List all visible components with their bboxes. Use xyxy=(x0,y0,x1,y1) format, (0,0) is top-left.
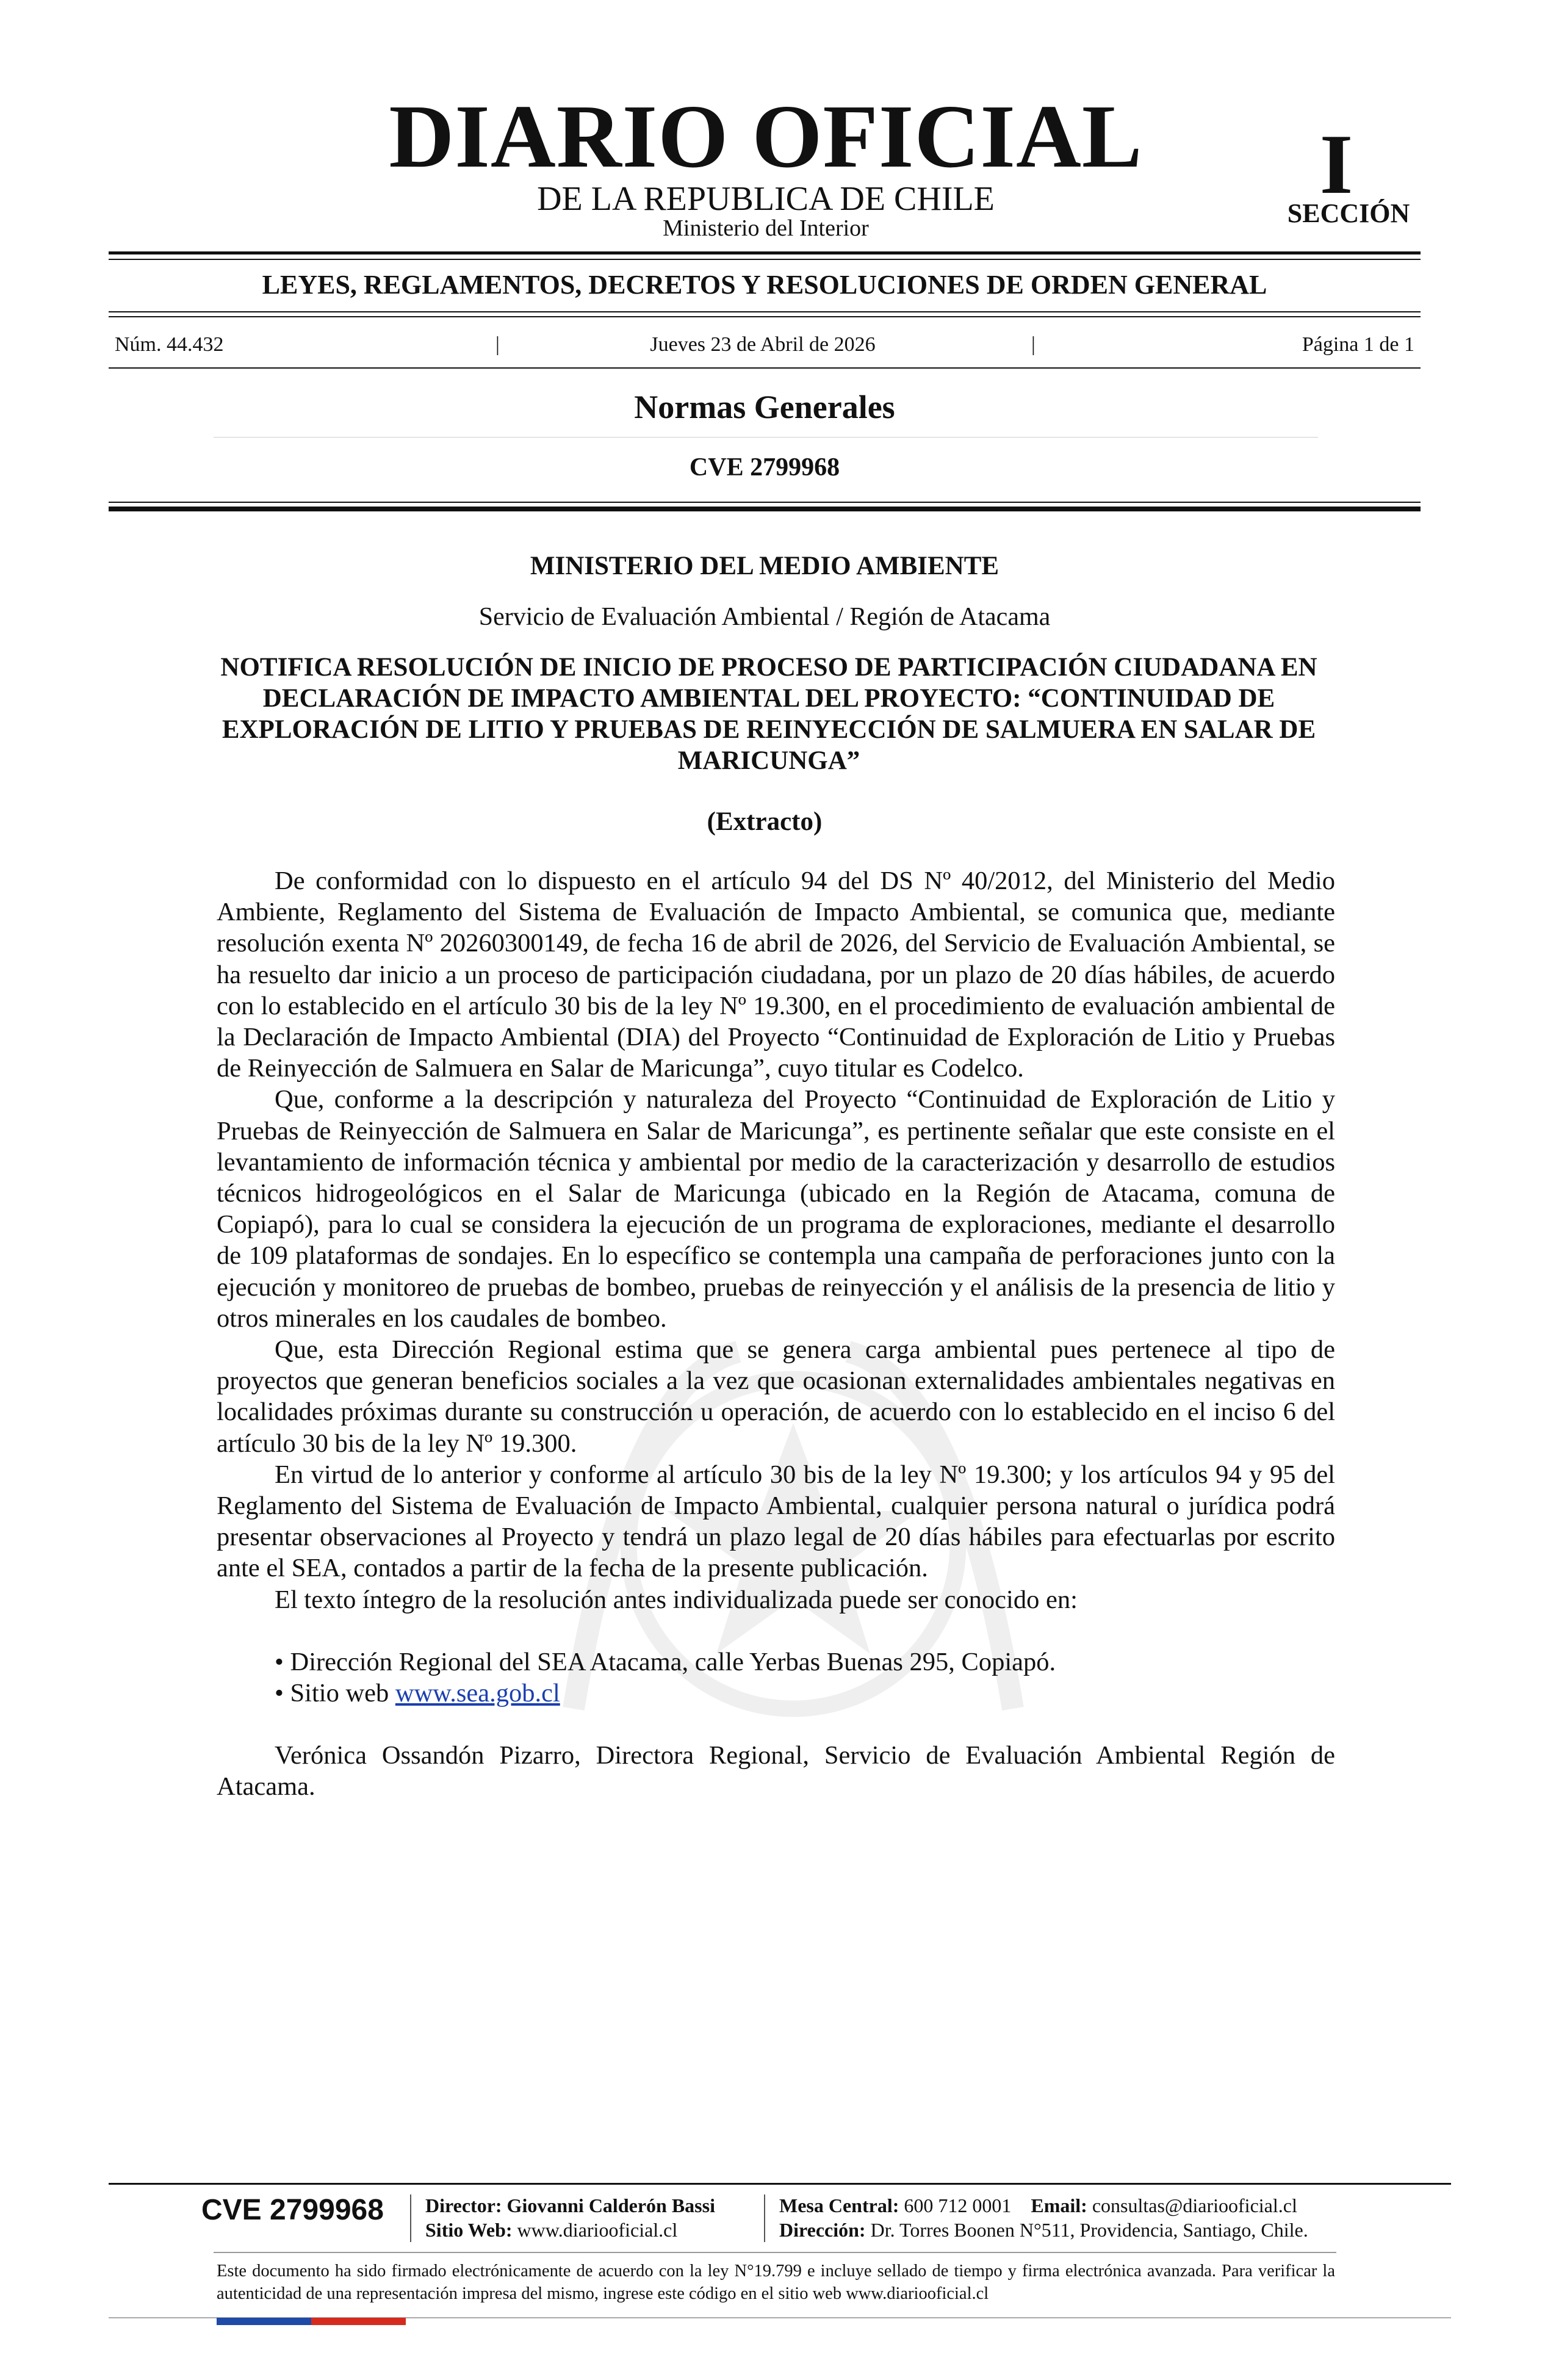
issue-date: Jueves 23 de Abril de 2026 xyxy=(650,333,876,356)
bullet-website xyxy=(217,1678,1335,1709)
signature: Verónica Ossandón Pizarro, Directora Regional, Servicio de Evaluación Ambiental Región de Atacama. xyxy=(217,1741,1335,1801)
address-label: Dirección: xyxy=(779,2219,866,2241)
issue-separator-2: | xyxy=(1031,333,1036,356)
issue-page: Página 1 de 1 xyxy=(1302,333,1414,356)
article-headline: NOTIFICA RESOLUCIÓN DE INICIO DE PROCESO DE PARTICIPACIÓN CIUDADANA EN DECLARACIÓN DE IMPACTO AMBIENTAL DEL PROYECTO: “CONTINUIDAD DE EXPLORACIÓN DE LITIO Y PRUEBAS DE REINYECCIÓN DE SALMUERA EN SALAR DE MARICUNGA” xyxy=(220,653,1317,775)
mesa-value: 600 712 0001 xyxy=(904,2194,1012,2216)
flag-stripe-red xyxy=(311,2318,406,2325)
laws-rule-top xyxy=(109,311,1421,312)
spacer xyxy=(217,1615,1335,1646)
laws-rule-bottom xyxy=(109,316,1421,317)
footer-rule-top xyxy=(109,2183,1451,2185)
spacer xyxy=(217,1709,1335,1740)
mesa-label: Mesa Central: xyxy=(779,2194,899,2216)
paragraph: Que, esta Dirección Regional estima que se genera carga ambiental pues pertenece al tipo de proyectos que generan beneficios sociales a la vez que ocasionan externalidades ambientales negativas en localidades próximas durante su construcción u operación, de acuerdo con lo establecido en el inciso 6 del artículo 30 bis de la ley Nº 19.300. xyxy=(217,1335,1335,1458)
newspaper-title: DIARIO OFICIAL xyxy=(389,87,1143,187)
extract-label: (Extracto) xyxy=(707,807,823,836)
paragraph: El texto íntegro de la resolución antes individualizada puede ser conocido en: xyxy=(275,1585,1078,1614)
masthead-rule-thick xyxy=(109,251,1421,254)
service-subheading: Servicio de Evaluación Ambiental / Región de Atacama xyxy=(478,603,1051,631)
email-value: consultas@diariooficial.cl xyxy=(1092,2194,1297,2216)
footer-cve-code: CVE 2799968 xyxy=(201,2194,384,2226)
paragraph: En virtud de lo anterior y conforme al artículo 30 bis de la ley Nº 19.300; y los artículos 94 y 95 del Reglamento del Sistema de Evaluación de Impacto Ambiental, cualquier persona natural o jurídica podrá presentar observaciones al Proyecto y tendrá un plazo legal de 20 días hábiles para efectuarlas por escrito ante el SEA, contados a partir de la fecha de la presente publicación. xyxy=(217,1460,1335,1583)
header-rule-thick xyxy=(109,507,1421,511)
article-body xyxy=(217,865,1335,1803)
bullet-office: • Dirección Regional del SEA Atacama, calle Yerbas Buenas 295, Copiapó. xyxy=(275,1647,1056,1676)
header-rule-thin xyxy=(109,502,1421,503)
section-label: SECCIÓN xyxy=(1287,198,1410,228)
footer-divider xyxy=(214,2252,1336,2253)
flag-stripe-blue xyxy=(217,2318,311,2325)
director-label: Director: xyxy=(425,2194,502,2216)
issue-number: Núm. 44.432 xyxy=(115,333,224,356)
paragraph: De conformidad con lo dispuesto en el artículo 94 del DS Nº 40/2012, del Ministerio del Medio Ambiente, Reglamento del Sistema de Evaluación de Impacto Ambiental, se comunica que, mediante resolución exenta Nº 20260300149, de fecha 16 de abril de 2026, del Servicio de Evaluación Ambiental, se ha resuelto dar inicio a un proceso de participación ciudadana, por un plazo de 20 días hábiles, de acuerdo con lo establecido en el artículo 30 bis de la ley Nº 19.300, en el procedimiento de evaluación ambiental de la Declaración de Impacto Ambiental (DIA) del Proyecto “Continuidad de Exploración de Litio y Pruebas de Reinyección de Salmuera en Salar de Maricunga”, cuyo titular es Codelco. xyxy=(217,867,1335,1083)
site-label: Sitio Web: xyxy=(425,2219,513,2241)
cve-code: CVE 2799968 xyxy=(689,453,840,481)
footer-separator xyxy=(764,2194,765,2242)
footer-director xyxy=(425,2193,715,2242)
address-value: Dr. Torres Boonen N°511, Providencia, Santiago, Chile. xyxy=(870,2219,1308,2241)
issue-separator-1: | xyxy=(495,333,500,356)
newspaper-subtitle: DE LA REPUBLICA DE CHILE xyxy=(537,180,995,218)
issue-rule xyxy=(109,367,1421,369)
bullet-website-prefix: • Sitio web xyxy=(275,1679,395,1708)
footer-contact xyxy=(779,2193,1308,2242)
title-divider xyxy=(214,437,1318,438)
laws-header: LEYES, REGLAMENTOS, DECRETOS Y RESOLUCIONES DE ORDEN GENERAL xyxy=(262,270,1267,300)
masthead-rule-thin xyxy=(109,259,1421,260)
ministry-heading: MINISTERIO DEL MEDIO AMBIENTE xyxy=(530,552,1000,580)
footer-notice: Este documento ha sido firmado electrónicamente de acuerdo con la ley N°19.799 e incluye sellado de tiempo y firma electrónica avanzada. Para verificar la autenticidad de una representación impresa del mismo, ingrese este código en el sitio web www.diariooficial.cl xyxy=(217,2262,1335,2303)
footer-separator xyxy=(410,2194,411,2242)
email-label: Email: xyxy=(1031,2194,1087,2216)
director-value: Giovanni Calderón Bassi xyxy=(506,2194,715,2216)
newspaper-ministry: Ministerio del Interior xyxy=(663,215,869,241)
site-value: www.diariooficial.cl xyxy=(517,2219,678,2241)
paragraph: Que, conforme a la descripción y naturaleza del Proyecto “Continuidad de Exploración de Litio y Pruebas de Reinyección de Salmuera en Salar de Maricunga”, es pertinente señalar que este consiste en el levantamiento de información técnica y ambiental por medio de la caracterización y desarrollo de estudios técnicos hidrogeológicos en el Salar de Maricunga (ubicado en la Región de Atacama, comuna de Copiapó), para lo cual se considera la ejecución de un programa de exploraciones, mediante el desarrollo de 109 plataformas de sondajes. En lo específico se contempla una campaña de perforaciones junto con la ejecución y monitoreo de pruebas de bombeo, pruebas de reinyección y el análisis de la presencia de litio y otros minerales en los caudales de bombeo. xyxy=(217,1085,1335,1333)
section-number: I xyxy=(1319,117,1353,212)
section-title: Normas Generales xyxy=(634,389,895,425)
sea-website-link[interactable]: www.sea.gob.cl xyxy=(395,1679,560,1708)
